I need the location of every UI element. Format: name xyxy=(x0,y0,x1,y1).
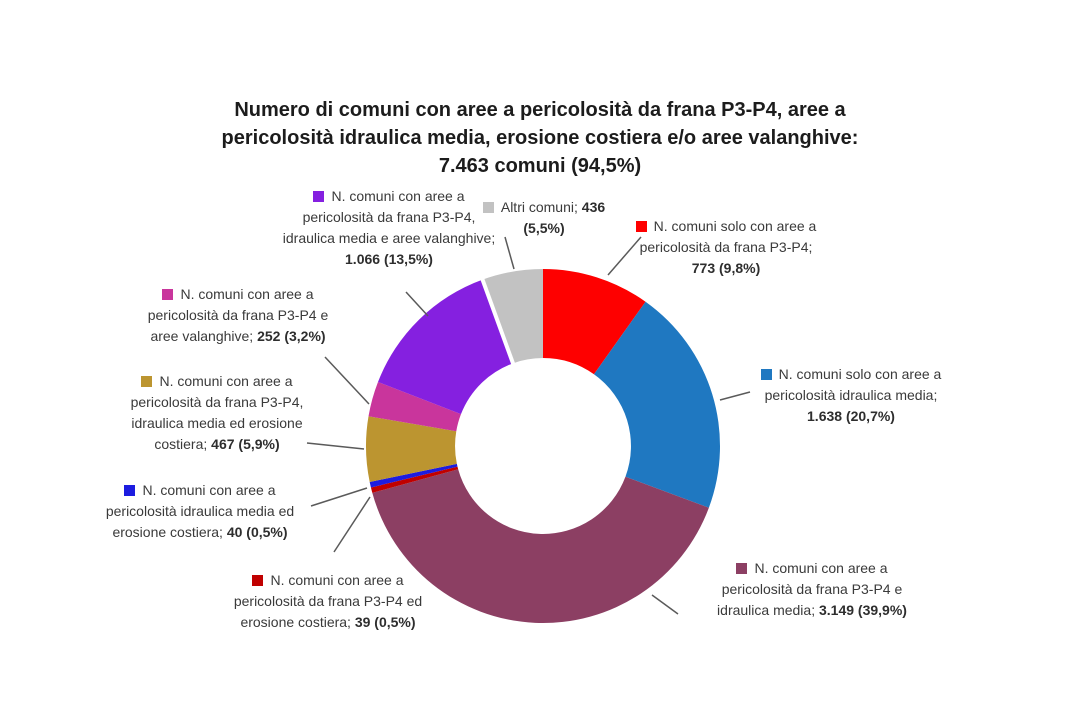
callout-label: N. comuni con aree a pericolosità da frana P3-P4 e aree valanghive; xyxy=(147,286,329,344)
callout-value: 467 (5,9%) xyxy=(211,436,280,452)
callout-value: 3.149 (39,9%) xyxy=(819,602,907,618)
legend-marker-bright-blue xyxy=(124,485,135,496)
callout-frana-e-valanghive xyxy=(138,284,338,347)
callout-frana-e-idraulica xyxy=(700,558,924,621)
callout-frana-idraulica-erosione xyxy=(113,371,321,455)
callout-value: 40 (0,5%) xyxy=(226,524,288,540)
callout-frana-ed-erosione xyxy=(222,570,434,633)
leader-line-maroon xyxy=(652,595,678,614)
callout-value: 39 (0,5%) xyxy=(354,614,416,630)
leader-line-blue-right xyxy=(720,392,750,400)
legend-marker-red xyxy=(636,221,647,232)
callout-altri-comuni xyxy=(478,197,610,239)
callout-label: N. comuni solo con aree a pericolosità idraulica media; xyxy=(764,366,942,403)
callout-value: 252 (3,2%) xyxy=(257,328,326,344)
callout-solo-idraulica-media xyxy=(750,364,952,427)
leader-line-purple xyxy=(406,292,428,316)
callout-label: N. comuni con aree a pericolosità idraulica media ed erosione costiera; xyxy=(105,482,295,540)
callout-label: N. comuni con aree a pericolosità da frana P3-P4 ed erosione costiera; xyxy=(233,572,423,630)
legend-marker-magenta xyxy=(162,289,173,300)
callout-value: 436 (5,5%) xyxy=(523,199,606,236)
leader-line-magenta xyxy=(325,357,369,404)
callout-label: N. comuni con aree a pericolosità da frana P3-P4, idraulica media ed erosione costiera; xyxy=(130,373,304,452)
callout-label: N. comuni con aree a pericolosità da frana P3-P4, idraulica media e aree valanghive; xyxy=(282,188,496,246)
legend-marker-gold xyxy=(141,376,152,387)
legend-marker-purple xyxy=(313,191,324,202)
leader-line-gray xyxy=(505,237,514,269)
legend-marker-darkred xyxy=(252,575,263,586)
callout-solo-frana-p3p4 xyxy=(628,216,824,279)
legend-marker-maroon xyxy=(736,563,747,574)
leader-line-darkred xyxy=(334,497,370,552)
callout-label: N. comuni solo con aree a pericolosità da frana P3-P4; xyxy=(639,218,817,255)
callout-label: Altri comuni; xyxy=(500,199,578,215)
legend-marker-gray xyxy=(483,202,494,213)
leader-line-blue-left xyxy=(311,488,367,506)
callout-value: 1.066 (13,5%) xyxy=(345,251,433,267)
chart-title: Numero di comuni con aree a pericolosità da frana P3-P4, aree a pericolosità idraulica media, erosione costiera e/o aree valanghive: 7.463 comuni (94,5%) xyxy=(221,99,859,177)
callout-frana-idraulica-valanghive xyxy=(282,186,496,270)
callout-label: N. comuni con aree a pericolosità da frana P3-P4 e idraulica media; xyxy=(717,560,903,618)
callout-value: 773 (9,8%) xyxy=(691,260,761,276)
legend-marker-blue xyxy=(761,369,772,380)
callout-idraulica-ed-erosione xyxy=(104,480,296,543)
callout-value: 1.638 (20,7%) xyxy=(807,408,895,424)
